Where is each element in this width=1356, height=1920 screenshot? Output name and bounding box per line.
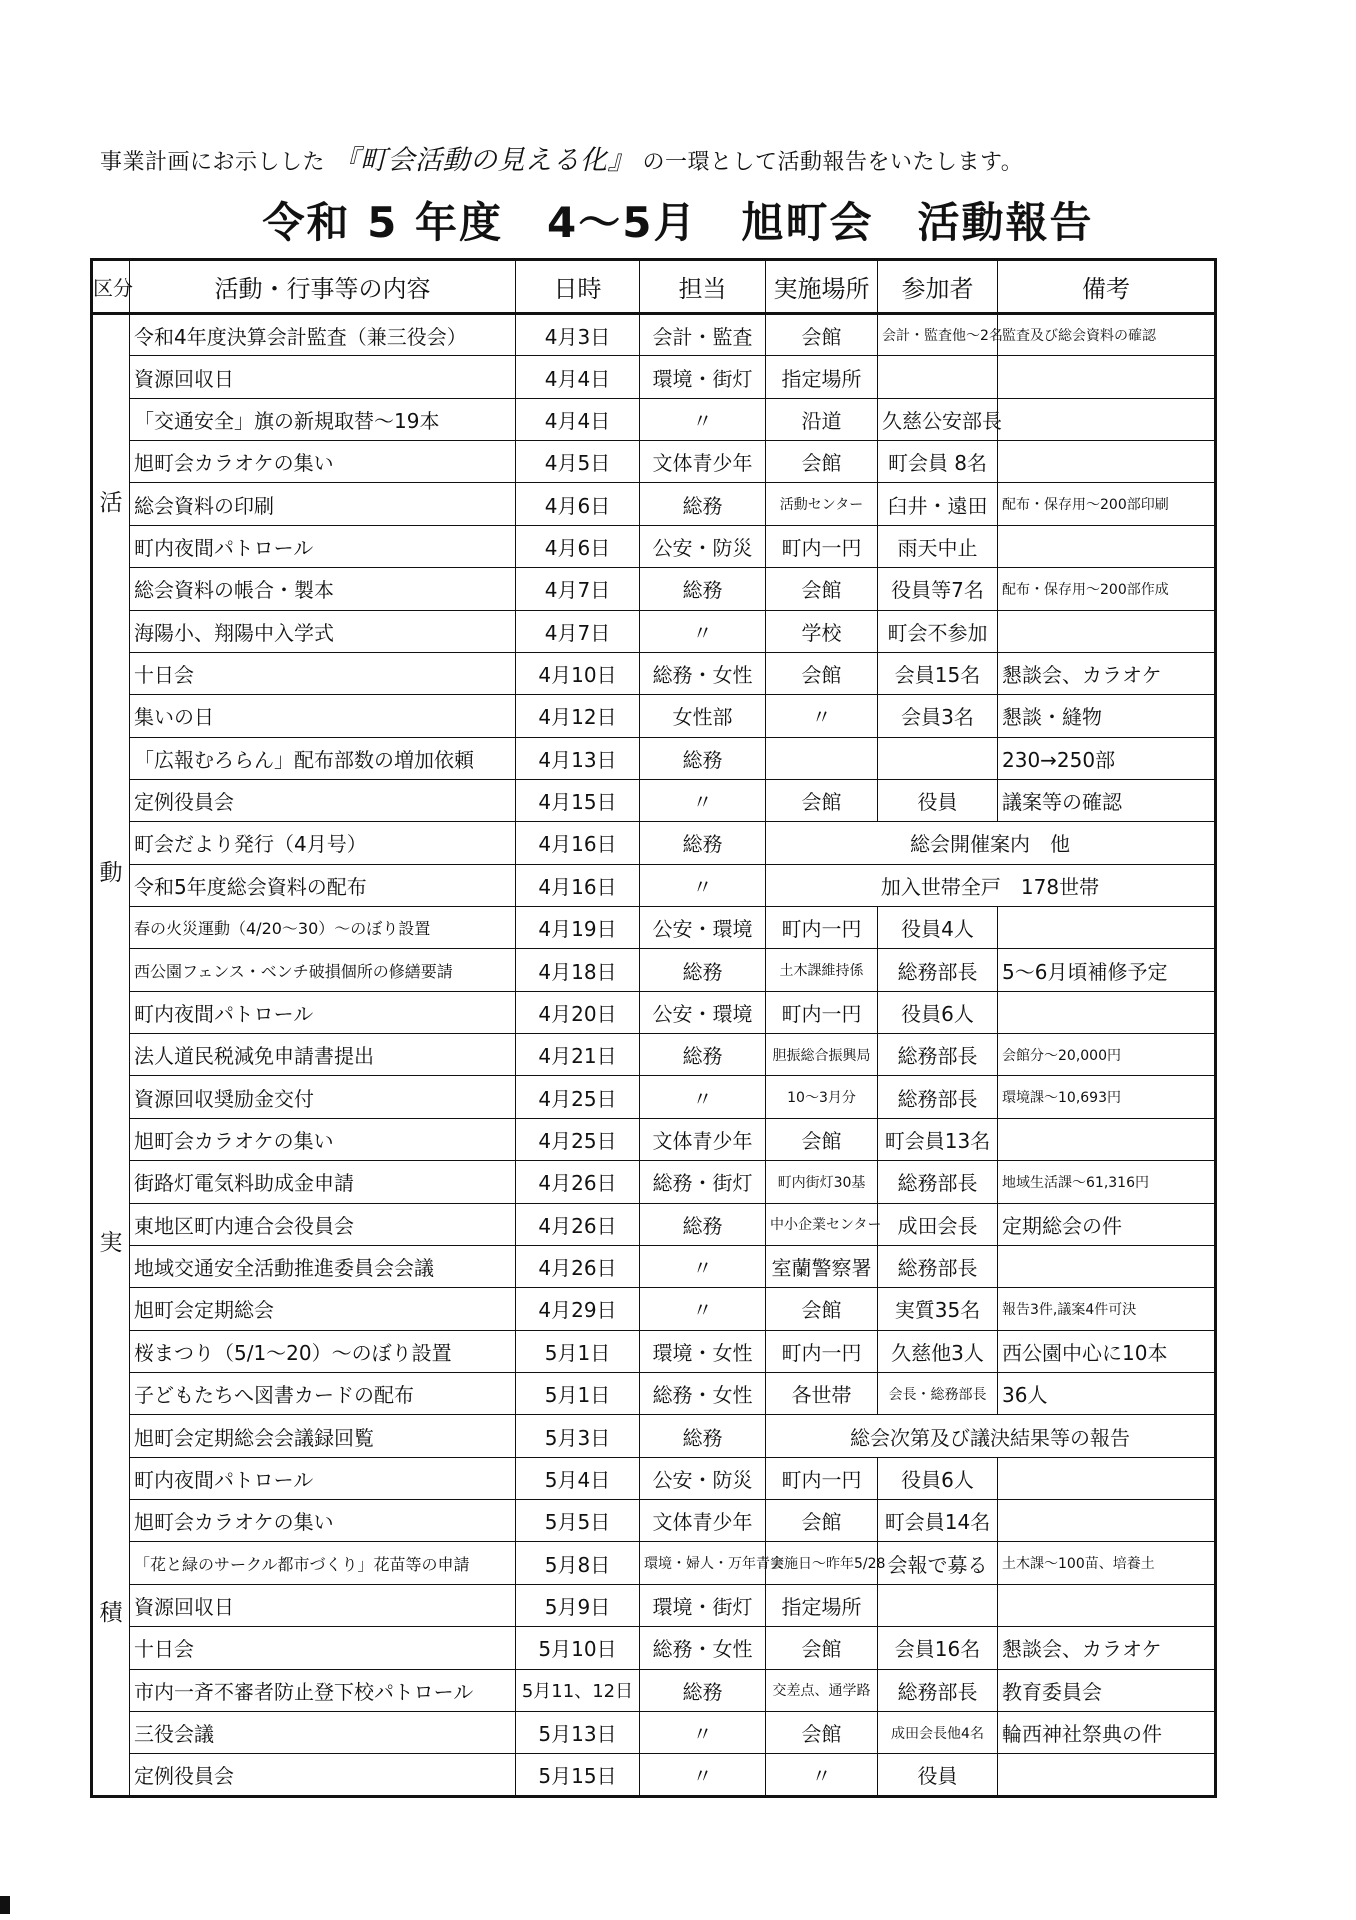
intro-before: 事業計画にお示しした <box>100 150 326 175</box>
activity-participants: 成田会長他4名 <box>878 1711 998 1753</box>
activity-participants: 役員 <box>878 1754 998 1797</box>
activity-participants: 雨天中止 <box>878 525 998 567</box>
activity-date: 4月26日 <box>516 1161 640 1203</box>
activity-notes <box>998 356 1216 398</box>
activity-staff: 総務・街灯 <box>640 1161 766 1203</box>
activity-staff: 環境・街灯 <box>640 1584 766 1626</box>
activity-participants: 役員等7名 <box>878 568 998 610</box>
table-row <box>92 1076 1216 1118</box>
table-body <box>92 314 1216 1797</box>
activity-place: 会館 <box>766 1118 878 1160</box>
activity-staff: 総務 <box>640 949 766 991</box>
activity-participants: 総務部長 <box>878 1669 998 1711</box>
activity-content: 街路灯電気料助成金申請 <box>130 1161 516 1203</box>
activity-content: 十日会 <box>130 1627 516 1669</box>
activity-staff: 環境・婦人・万年青会 <box>640 1542 766 1584</box>
activity-date: 5月1日 <box>516 1330 640 1372</box>
table-row <box>92 1415 1216 1457</box>
activity-content: 市内一斉不審者防止登下校パトロール <box>130 1669 516 1711</box>
table-row <box>92 1288 1216 1330</box>
activity-staff: 〃 <box>640 1711 766 1753</box>
table-row <box>92 695 1216 737</box>
activity-date: 4月19日 <box>516 907 640 949</box>
activity-participants: 成田会長 <box>878 1203 998 1245</box>
header-participants: 参加者 <box>878 260 998 314</box>
activity-notes <box>998 525 1216 567</box>
activity-place: 中小企業センター <box>766 1203 878 1245</box>
table-row <box>92 525 1216 567</box>
activity-participants <box>878 1584 998 1626</box>
activity-notes <box>998 1245 1216 1287</box>
activity-place: 町内街灯30基 <box>766 1161 878 1203</box>
table-row <box>92 1542 1216 1584</box>
activity-participants: 久慈公安部長 <box>878 398 998 440</box>
activity-notes: 懇談会、カラオケ <box>998 1627 1216 1669</box>
activity-date: 5月10日 <box>516 1627 640 1669</box>
activity-notes <box>998 398 1216 440</box>
table-row <box>92 949 1216 991</box>
activity-staff: 総務 <box>640 1203 766 1245</box>
category-char: 積 <box>99 1599 123 1626</box>
header-notes: 備考 <box>998 260 1216 314</box>
activity-place: 町内一円 <box>766 991 878 1033</box>
activity-staff: 〃 <box>640 1288 766 1330</box>
table-row <box>92 1034 1216 1076</box>
table-row <box>92 1754 1216 1797</box>
activity-content: 町内夜間パトロール <box>130 1457 516 1499</box>
activity-place: 会館 <box>766 314 878 356</box>
activity-date: 4月4日 <box>516 398 640 440</box>
table-row <box>92 907 1216 949</box>
activity-content: 東地区町内連合会役員会 <box>130 1203 516 1245</box>
activity-place: 胆振総合振興局 <box>766 1034 878 1076</box>
activity-notes: 監査及び総会資料の確認 <box>998 314 1216 356</box>
activity-participants: 会員3名 <box>878 695 998 737</box>
activity-staff: 公安・環境 <box>640 907 766 949</box>
table-header-row <box>92 260 1216 314</box>
activity-date: 4月21日 <box>516 1034 640 1076</box>
table-row <box>92 568 1216 610</box>
activity-participants: 役員4人 <box>878 907 998 949</box>
activity-notes: 定期総会の件 <box>998 1203 1216 1245</box>
activity-participants: 総務部長 <box>878 1076 998 1118</box>
activity-participants: 久慈他3人 <box>878 1330 998 1372</box>
activity-place: 町内一円 <box>766 1457 878 1499</box>
activity-notes: 議案等の確認 <box>998 779 1216 821</box>
activity-participants: 総務部長 <box>878 1245 998 1287</box>
table-row <box>92 1584 1216 1626</box>
activity-staff: 〃 <box>640 1245 766 1287</box>
table-row <box>92 822 1216 864</box>
activity-notes <box>998 1457 1216 1499</box>
table-row <box>92 737 1216 779</box>
table-row <box>92 610 1216 652</box>
merged-details: 加入世帯全戸 178世帯 <box>766 864 1216 906</box>
activity-notes: 5～6月頃補修予定 <box>998 949 1216 991</box>
activity-staff: 環境・街灯 <box>640 356 766 398</box>
activity-notes <box>998 991 1216 1033</box>
table-row <box>92 1627 1216 1669</box>
merged-details: 総会次第及び議決結果等の報告 <box>766 1415 1216 1457</box>
activity-date: 4月7日 <box>516 610 640 652</box>
activity-place: 町内一円 <box>766 1330 878 1372</box>
activity-date: 4月4日 <box>516 356 640 398</box>
activity-place: 〃 <box>766 1754 878 1797</box>
activity-date: 5月4日 <box>516 1457 640 1499</box>
intro-emphasis: 『町会活動の見える化』 <box>332 145 636 176</box>
activity-place: 会館 <box>766 1288 878 1330</box>
activity-date: 5月11、12日 <box>516 1669 640 1711</box>
activity-notes: 36人 <box>998 1372 1216 1414</box>
table-row <box>92 991 1216 1033</box>
category-char: 動 <box>99 859 123 886</box>
activity-content: 「花と緑のサークル都市づくり」花苗等の申請 <box>130 1542 516 1584</box>
activity-content: 旭町会カラオケの集い <box>130 1500 516 1542</box>
activity-place: 会館 <box>766 1500 878 1542</box>
table-row <box>92 398 1216 440</box>
activity-table-container <box>90 258 1214 1798</box>
activity-staff: 公安・防災 <box>640 1457 766 1499</box>
activity-date: 4月5日 <box>516 441 640 483</box>
activity-staff: 総務 <box>640 1669 766 1711</box>
activity-notes: 報告3件,議案4件可決 <box>998 1288 1216 1330</box>
activity-content: 令和5年度総会資料の配布 <box>130 864 516 906</box>
activity-place: 活動センター <box>766 483 878 525</box>
activity-notes: 環境課～10,693円 <box>998 1076 1216 1118</box>
activity-place: 会館 <box>766 652 878 694</box>
activity-content: 桜まつり（5/1～20）～のぼり設置 <box>130 1330 516 1372</box>
header-content: 活動・行事等の内容 <box>130 260 516 314</box>
activity-staff: 環境・女性 <box>640 1330 766 1372</box>
activity-notes: 配布・保存用～200部作成 <box>998 568 1216 610</box>
table-row <box>92 1245 1216 1287</box>
activity-staff: 〃 <box>640 1076 766 1118</box>
page-title: 令和 5 年度 4～5月 旭町会 活動報告 <box>262 198 1094 247</box>
activity-place: 会館 <box>766 1627 878 1669</box>
activity-staff: 総務 <box>640 1034 766 1076</box>
activity-date: 4月29日 <box>516 1288 640 1330</box>
table-row <box>92 483 1216 525</box>
activity-content: 法人道民税減免申請書提出 <box>130 1034 516 1076</box>
activity-date: 5月9日 <box>516 1584 640 1626</box>
header-date: 日時 <box>516 260 640 314</box>
activity-staff: 〃 <box>640 864 766 906</box>
activity-notes: 懇談・縫物 <box>998 695 1216 737</box>
activity-date: 4月10日 <box>516 652 640 694</box>
header-place: 実施場所 <box>766 260 878 314</box>
activity-staff: 女性部 <box>640 695 766 737</box>
activity-staff: 〃 <box>640 610 766 652</box>
activity-content: 「広報むろらん」配布部数の増加依頼 <box>130 737 516 779</box>
table-row <box>92 1711 1216 1753</box>
activity-place: 室蘭警察署 <box>766 1245 878 1287</box>
category-cell <box>92 314 130 1797</box>
activity-staff: 総務 <box>640 737 766 779</box>
activity-date: 5月3日 <box>516 1415 640 1457</box>
activity-place: 会館 <box>766 441 878 483</box>
table-row <box>92 1457 1216 1499</box>
activity-table <box>90 258 1217 1798</box>
activity-participants: 役員6人 <box>878 991 998 1033</box>
activity-place: 各世帯 <box>766 1372 878 1414</box>
activity-date: 4月3日 <box>516 314 640 356</box>
intro-text <box>100 138 1280 177</box>
activity-notes <box>998 610 1216 652</box>
activity-content: 西公園フェンス・ベンチ破損個所の修繕要請 <box>130 949 516 991</box>
activity-participants: 町会員14名 <box>878 1500 998 1542</box>
header-category: 区分 <box>92 260 130 314</box>
activity-content: 総会資料の印刷 <box>130 483 516 525</box>
activity-place: 町内一円 <box>766 525 878 567</box>
merged-details: 総会開催案内 他 <box>766 822 1216 864</box>
activity-content: 「交通安全」旗の新規取替～19本 <box>130 398 516 440</box>
activity-place: 会館 <box>766 779 878 821</box>
activity-date: 5月8日 <box>516 1542 640 1584</box>
table-row <box>92 652 1216 694</box>
activity-content: 令和4年度決算会計監査（兼三役会） <box>130 314 516 356</box>
activity-date: 4月6日 <box>516 525 640 567</box>
activity-notes: 会館分～20,000円 <box>998 1034 1216 1076</box>
activity-place: 町内一円 <box>766 907 878 949</box>
activity-place <box>766 737 878 779</box>
activity-notes: 230→250部 <box>998 737 1216 779</box>
activity-date: 4月25日 <box>516 1118 640 1160</box>
activity-participants <box>878 737 998 779</box>
table-row <box>92 314 1216 356</box>
activity-participants: 総務部長 <box>878 1161 998 1203</box>
activity-place: 土木課維持係 <box>766 949 878 991</box>
activity-participants: 町会不参加 <box>878 610 998 652</box>
activity-content: 総会資料の帳合・製本 <box>130 568 516 610</box>
activity-notes: 輪西神社祭典の件 <box>998 1711 1216 1753</box>
activity-staff: 文体青少年 <box>640 1500 766 1542</box>
activity-notes: 配布・保存用～200部印刷 <box>998 483 1216 525</box>
activity-participants: 会報で募る <box>878 1542 998 1584</box>
activity-notes: 懇談会、カラオケ <box>998 652 1216 694</box>
activity-staff: 〃 <box>640 779 766 821</box>
activity-place: 学校 <box>766 610 878 652</box>
activity-participants: 会計・監査他～2名 <box>878 314 998 356</box>
activity-participants: 臼井・遠田 <box>878 483 998 525</box>
table-row <box>92 1669 1216 1711</box>
activity-date: 4月16日 <box>516 822 640 864</box>
activity-staff: 会計・監査 <box>640 314 766 356</box>
activity-participants <box>878 356 998 398</box>
activity-content: 資源回収奨励金交付 <box>130 1076 516 1118</box>
activity-place: 実施日～昨年5/28 <box>766 1542 878 1584</box>
activity-date: 4月12日 <box>516 695 640 737</box>
activity-notes <box>998 1754 1216 1797</box>
activity-participants: 役員6人 <box>878 1457 998 1499</box>
activity-content: 旭町会カラオケの集い <box>130 441 516 483</box>
activity-notes <box>998 1118 1216 1160</box>
activity-content: 十日会 <box>130 652 516 694</box>
table-row <box>92 1203 1216 1245</box>
activity-staff: 〃 <box>640 1754 766 1797</box>
activity-staff: 総務 <box>640 568 766 610</box>
activity-staff: 〃 <box>640 398 766 440</box>
activity-participants: 町会員13名 <box>878 1118 998 1160</box>
activity-date: 4月7日 <box>516 568 640 610</box>
activity-notes <box>998 1584 1216 1626</box>
activity-place: 沿道 <box>766 398 878 440</box>
activity-content: 春の火災運動（4/20～30）～のぼり設置 <box>130 907 516 949</box>
header-staff: 担当 <box>640 260 766 314</box>
activity-place: 指定場所 <box>766 356 878 398</box>
activity-place: 会館 <box>766 1711 878 1753</box>
activity-place: 会館 <box>766 568 878 610</box>
activity-place: 指定場所 <box>766 1584 878 1626</box>
activity-content: 資源回収日 <box>130 356 516 398</box>
activity-date: 4月26日 <box>516 1245 640 1287</box>
activity-content: 子どもたちへ図書カードの配布 <box>130 1372 516 1414</box>
activity-content: 三役会議 <box>130 1711 516 1753</box>
activity-staff: 総務 <box>640 1415 766 1457</box>
activity-staff: 公安・防災 <box>640 525 766 567</box>
activity-staff: 文体青少年 <box>640 441 766 483</box>
activity-date: 4月15日 <box>516 779 640 821</box>
activity-date: 4月16日 <box>516 864 640 906</box>
activity-place: 10～3月分 <box>766 1076 878 1118</box>
activity-date: 4月20日 <box>516 991 640 1033</box>
activity-participants: 会員16名 <box>878 1627 998 1669</box>
table-row <box>92 441 1216 483</box>
activity-date: 5月5日 <box>516 1500 640 1542</box>
activity-date: 4月18日 <box>516 949 640 991</box>
table-row <box>92 1118 1216 1160</box>
activity-date: 4月25日 <box>516 1076 640 1118</box>
table-row <box>92 1500 1216 1542</box>
category-char: 活 <box>99 489 123 516</box>
activity-notes: 教育委員会 <box>998 1669 1216 1711</box>
table-row <box>92 1372 1216 1414</box>
activity-participants: 実質35名 <box>878 1288 998 1330</box>
activity-date: 5月15日 <box>516 1754 640 1797</box>
table-row <box>92 1330 1216 1372</box>
activity-staff: 総務・女性 <box>640 1372 766 1414</box>
activity-date: 5月1日 <box>516 1372 640 1414</box>
activity-content: 町内夜間パトロール <box>130 525 516 567</box>
activity-participants: 会員15名 <box>878 652 998 694</box>
activity-date: 4月13日 <box>516 737 640 779</box>
activity-place: 〃 <box>766 695 878 737</box>
activity-staff: 総務 <box>640 483 766 525</box>
activity-participants: 役員 <box>878 779 998 821</box>
activity-notes <box>998 441 1216 483</box>
activity-content: 資源回収日 <box>130 1584 516 1626</box>
table-row <box>92 356 1216 398</box>
activity-notes <box>998 1500 1216 1542</box>
activity-date: 4月6日 <box>516 483 640 525</box>
table-row <box>92 779 1216 821</box>
activity-notes: 土木課～100苗、培養土 <box>998 1542 1216 1584</box>
table-row <box>92 864 1216 906</box>
activity-content: 地域交通安全活動推進委員会会議 <box>130 1245 516 1287</box>
activity-content: 旭町会定期総会 <box>130 1288 516 1330</box>
activity-content: 旭町会カラオケの集い <box>130 1118 516 1160</box>
activity-participants: 町会員 8名 <box>878 441 998 483</box>
activity-notes: 地域生活課～61,316円 <box>998 1161 1216 1203</box>
activity-staff: 総務・女性 <box>640 652 766 694</box>
activity-content: 定例役員会 <box>130 1754 516 1797</box>
intro-after: の一環として活動報告をいたします。 <box>642 150 1024 175</box>
activity-content: 海陽小、翔陽中入学式 <box>130 610 516 652</box>
category-char: 実 <box>99 1229 123 1256</box>
activity-content: 集いの日 <box>130 695 516 737</box>
activity-participants: 総務部長 <box>878 1034 998 1076</box>
activity-date: 5月13日 <box>516 1711 640 1753</box>
activity-date: 4月26日 <box>516 1203 640 1245</box>
activity-content: 町内夜間パトロール <box>130 991 516 1033</box>
activity-staff: 総務 <box>640 822 766 864</box>
activity-content: 旭町会定期総会会議録回覧 <box>130 1415 516 1457</box>
scan-mark <box>0 1896 10 1914</box>
activity-participants: 総務部長 <box>878 949 998 991</box>
activity-content: 町会だより発行（4月号） <box>130 822 516 864</box>
activity-staff: 総務・女性 <box>640 1627 766 1669</box>
table-row <box>92 1161 1216 1203</box>
activity-staff: 文体青少年 <box>640 1118 766 1160</box>
activity-notes <box>998 907 1216 949</box>
activity-notes: 西公園中心に10本 <box>998 1330 1216 1372</box>
activity-place: 交差点、通学路 <box>766 1669 878 1711</box>
activity-staff: 公安・環境 <box>640 991 766 1033</box>
activity-content: 定例役員会 <box>130 779 516 821</box>
activity-participants: 会長・総務部長 <box>878 1372 998 1414</box>
